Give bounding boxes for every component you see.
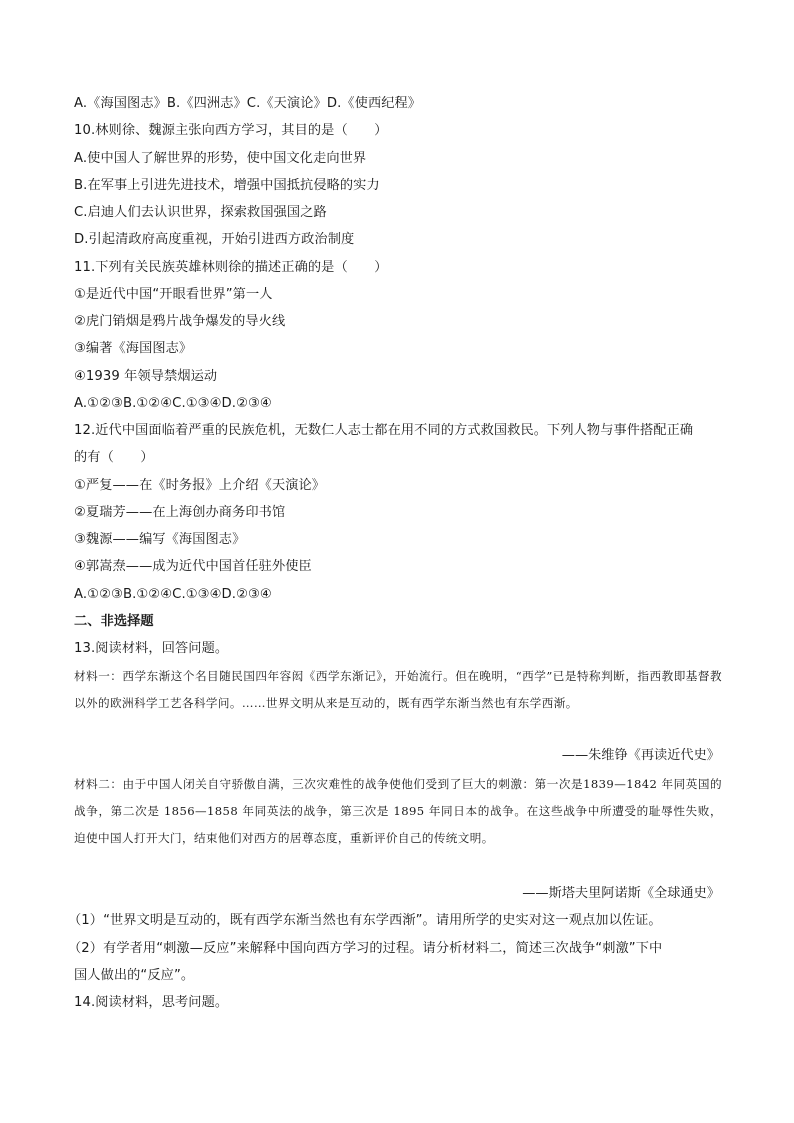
material-1-source: ——朱维铮《再读近代史》	[561, 748, 720, 763]
q12-options: A.①②③B.①②④C.①③④D.②③④	[74, 587, 272, 602]
q13-sub-question-2-line-1: （2）有学者用“刺激—反应”来解释中国向西方学习的过程。请分析材料二，简述三次战争“刺激”下中	[68, 941, 663, 956]
q12-item-1: ①严复——在《时务报》上介绍《天演论》	[74, 478, 326, 493]
q12-stem-line-1: 12.近代中国面临着严重的民族危机，无数仁人志士都在用不同的方式救国救民。下列人物与事件搭配正确	[74, 423, 694, 438]
q13-sub-question-1: （1）“世界文明是互动的，既有西学东渐当然也有东学西渐”。请用所学的史实对这一观点加以佐证。	[68, 913, 662, 928]
q11-options: A.①②③B.①②④C.①③④D.②③④	[74, 396, 272, 411]
q10-stem: 10.林则徐、魏源主张向西方学习，其目的是（ ）	[74, 123, 388, 138]
q9-options: A.《海国图志》B.《四洲志》C.《天演论》D.《使西纪程》	[74, 96, 422, 111]
q13-material-1	[74, 663, 722, 717]
q12-item-2: ②夏瑞芳——在上海创办商务印书馆	[74, 505, 286, 520]
q10-option-b: B.在军事上引进先进技术，增强中国抵抗侵略的实力	[74, 178, 380, 193]
q10-option-d: D.引起清政府高度重视，开始引进西方政治制度	[74, 232, 355, 247]
q11-item-3: ③编著《海国图志》	[74, 341, 193, 356]
q13-stem: 13.阅读材料，回答问题。	[74, 641, 229, 656]
q11-item-1: ①是近代中国“开眼看世界”第一人	[74, 287, 273, 302]
q13-material-2	[74, 771, 722, 852]
q10-option-c: C.启迪人们去认识世界，探索救国强国之路	[74, 205, 327, 220]
q11-item-4: ④1939 年领导禁烟运动	[74, 369, 218, 384]
q11-item-2: ②虎门销烟是鸦片战争爆发的导火线	[74, 314, 286, 329]
q10-option-a: A.使中国人了解世界的形势，使中国文化走向世界	[74, 151, 367, 166]
material-2-source: ——斯塔夫里阿诺斯《全球通史》	[522, 886, 720, 901]
q14-stem: 14.阅读材料，思考问题。	[74, 995, 229, 1010]
q12-item-3: ③魏源——编写《海国图志》	[74, 532, 246, 547]
material-2-text: 材料二：由于中国人闭关自守骄傲自满，三次灾难性的战争使他们受到了巨大的刺激：第一次是1839—1842 年同英国的战争，第二次是 1856—1858 年同英法的战争，第三次是 1895 年同日本的战争。在这些战争中所遭受的耻辱性失败，迫使中国人打开大门，结束他们对西方的居尊态度，重新评价自己的传统文明。	[74, 777, 722, 845]
section-heading: 二、非选择题	[74, 614, 154, 629]
q12-item-4: ④郭嵩焘——成为近代中国首任驻外使臣	[74, 559, 312, 574]
q11-stem: 11.下列有关民族英雄林则徐的描述正确的是（ ）	[74, 260, 388, 275]
material-1-text: 材料一：西学东渐这个名目随民国四年容闳《西学东渐记》，开始流行。但在晚明，“西学”已是特称判断，指西教即基督教以外的欧洲科学工艺各科学问。……世界文明从来是互动的，既有西学东渐当然也有东学西渐。	[74, 669, 722, 710]
q13-sub-question-2-line-2: 国人做出的“反应”。	[74, 968, 195, 983]
q12-stem-line-2: 的有（ ）	[74, 450, 154, 465]
